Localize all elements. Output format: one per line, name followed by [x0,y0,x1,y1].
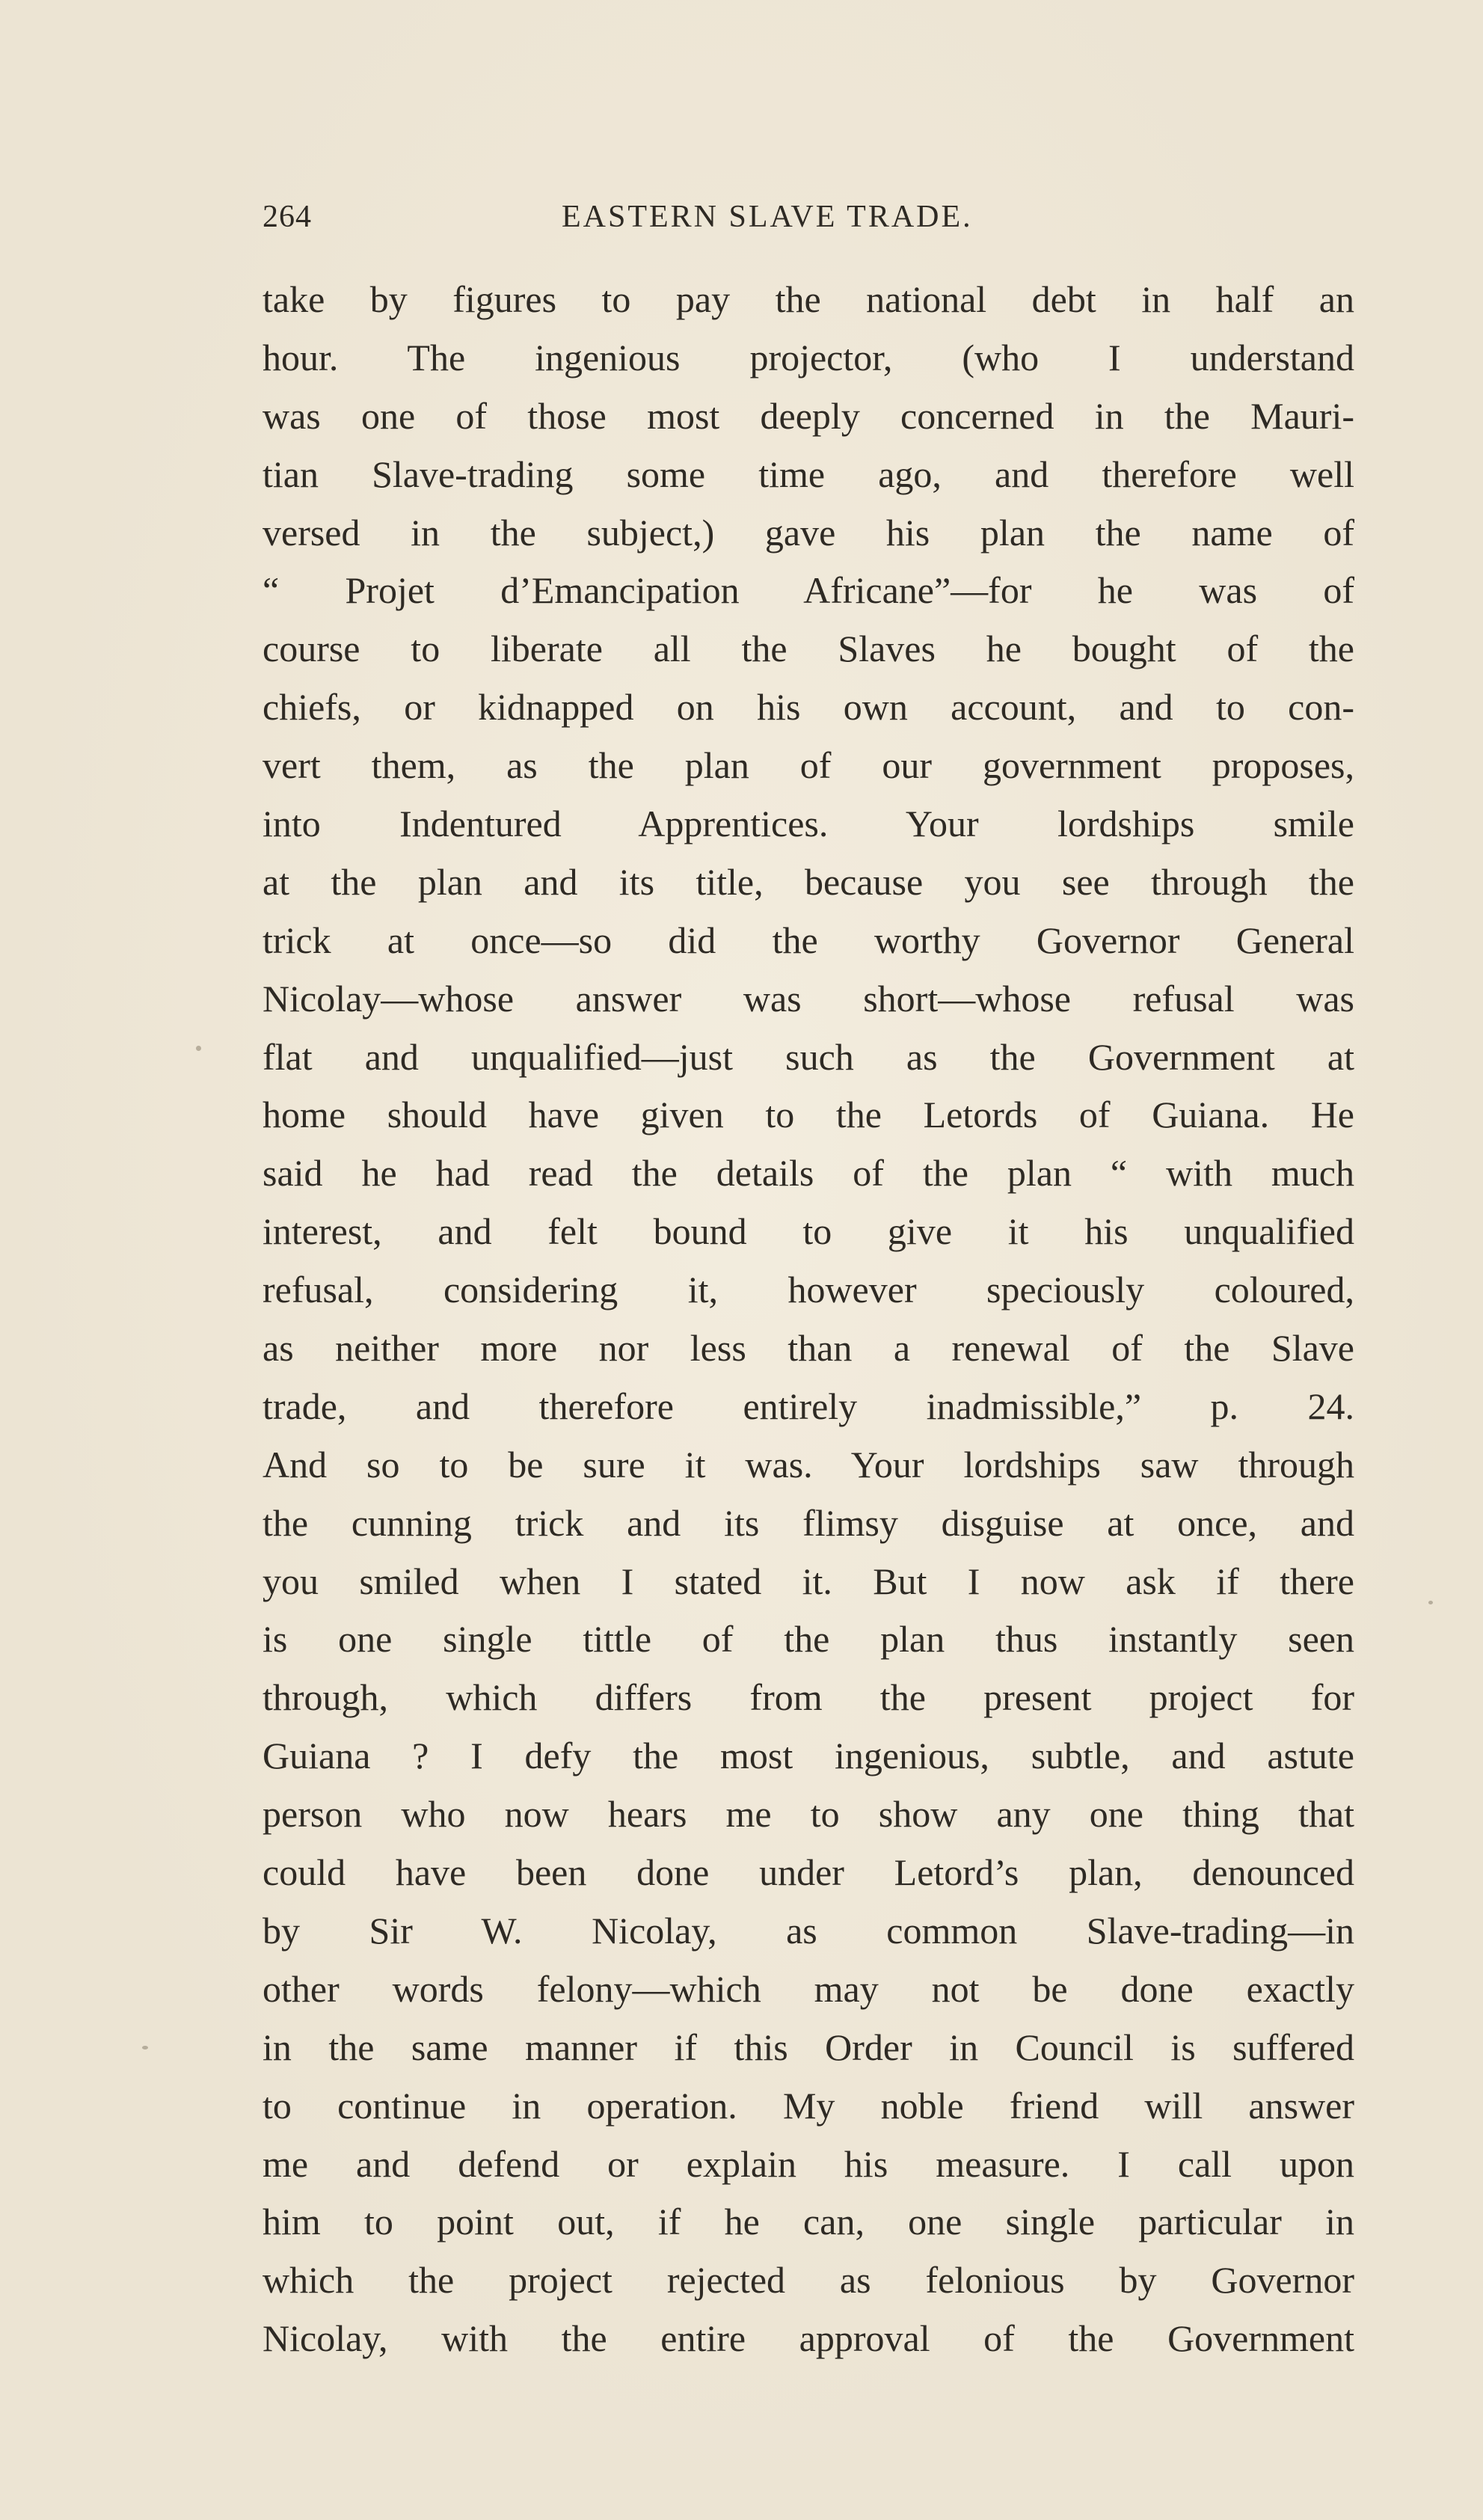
text-line: by Sir W. Nicolay, as common Slave-trading—in [262,1909,1354,1952]
text-line: me and defend or explain his measure. I call upon [262,2142,1354,2185]
text-line: into Indentured Apprentices. Your lordships smile [262,803,1354,845]
text-line: which the project rejected as felonious by Governor [262,2259,1354,2302]
text-line: interest, and felt bound to give it his unqualified [262,1210,1354,1253]
text-line: said he had read the details of the plan “ with much [262,1152,1354,1195]
text-line: take by figures to pay the national debt in half an [262,278,1354,320]
text-line: versed in the subject,) gave his plan the name of [262,511,1354,554]
text-line: And so to be sure it was. Your lordships saw through [262,1443,1354,1486]
text-line: could have been done under Letord’s plan, denounced [262,1851,1354,1894]
text-line: hour. The ingenious projector, (who I understand [262,336,1354,378]
text-line: the cunning trick and its flimsy disguise at once, and [262,1501,1354,1544]
body-text [262,271,1354,2368]
text-line: home should have given to the Letords of Guiana. He [262,1094,1354,1136]
text-line: course to liberate all the Slaves he bought of the [262,628,1354,670]
text-line: in the same manner if this Order in Council is suffered [262,2026,1354,2068]
text-line: as neither more nor less than a renewal of the Slave [262,1327,1354,1370]
text-line: chiefs, or kidnapped on his own account, and to con- [262,686,1354,729]
text-line: him to point out, if he can, one single particular in [262,2201,1354,2243]
text-line: at the plan and its title, because you see through the [262,860,1354,903]
text-line: refusal, considering it, however speciously coloured, [262,1269,1354,1311]
paper-speck [142,2046,148,2050]
text-line: Guiana ? I defy the most ingenious, subtle, and astute [262,1735,1354,1777]
text-line: person who now hears me to show any one thing that [262,1793,1354,1836]
text-line: was one of those most deeply concerned in the Mauri- [262,394,1354,437]
text-line: Nicolay, with the entire approval of the Government [262,2317,1354,2360]
text-line: vert them, as the plan of our government proposes, [262,744,1354,787]
text-line: “ Projet d’Emancipation Africane”—for he was of [262,569,1354,612]
text-line: to continue in operation. My noble friend will answer [262,2084,1354,2127]
text-line: trade, and therefore entirely inadmissible,” p. 24. [262,1385,1354,1427]
page-header [262,193,1093,245]
text-line: through, which differs from the present project for [262,1676,1354,1719]
text-line: trick at once—so did the worthy Governor General [262,919,1354,961]
paper-speck [196,1046,201,1051]
text-line: you smiled when I stated it. But I now ask if there [262,1560,1354,1602]
text-line: tian Slave-trading some time ago, and therefore well [262,453,1354,495]
text-line: other words felony—which may not be done exactly [262,1967,1354,2010]
paper-speck [1428,1601,1433,1604]
text-line: flat and unqualified—just such as the Government at [262,1035,1354,1078]
running-head: EASTERN SLAVE TRADE. [562,200,973,234]
page-number: 264 [262,200,312,234]
text-line: Nicolay—whose answer was short—whose refusal was [262,977,1354,1020]
text-line: is one single tittle of the plan thus instantly seen [262,1618,1354,1661]
